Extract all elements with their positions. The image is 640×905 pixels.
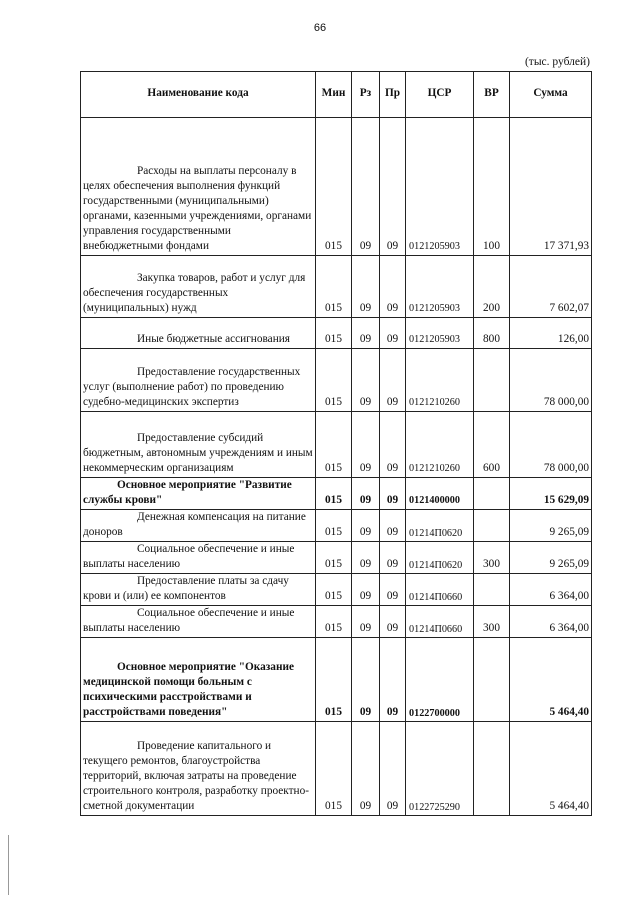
header-pr: Пр	[380, 72, 406, 118]
row-vr-cell	[474, 349, 510, 412]
row-sum-cell: 9 265,09	[510, 542, 592, 574]
row-csr-cell: 0122725290	[406, 722, 474, 816]
row-sum-cell: 5 464,40	[510, 722, 592, 816]
header-min: Мин	[316, 72, 352, 118]
row-name-cell	[81, 118, 316, 256]
row-pr-cell: 09	[380, 574, 406, 606]
row-vr-cell: 600	[474, 412, 510, 478]
row-rz-cell: 09	[352, 349, 380, 412]
row-name-cell	[81, 349, 316, 412]
row-pr-cell: 09	[380, 256, 406, 318]
row-min-cell: 015	[316, 638, 352, 722]
row-name-text: Закупка товаров, работ и услуг для обеспечения государственных (муниципальных) нужд	[83, 271, 306, 314]
table-row	[81, 510, 592, 542]
row-name-cell	[81, 478, 316, 510]
row-pr-cell: 09	[380, 318, 406, 349]
row-name-cell	[81, 412, 316, 478]
row-name-cell	[81, 542, 316, 574]
row-pr-cell: 09	[380, 606, 406, 638]
row-csr-cell: 0121210260	[406, 412, 474, 478]
row-pr-cell: 09	[380, 542, 406, 574]
units-label: (тыс. рублей)	[524, 56, 590, 68]
row-name-text: Иные бюджетные ассигнования	[137, 332, 290, 345]
header-rz: Рз	[352, 72, 380, 118]
row-csr-cell: 01214П0620	[406, 542, 474, 574]
row-name-cell	[81, 574, 316, 606]
row-rz-cell: 09	[352, 574, 380, 606]
row-csr-cell: 0121400000	[406, 478, 474, 510]
row-name-text: Проведение капитального и текущего ремонтов, благоустройства территорий, включая затраты на проведение строительного контроля, разработку проектно-сметной документации	[83, 740, 310, 813]
row-vr-cell	[474, 478, 510, 510]
row-sum-cell: 6 364,00	[510, 606, 592, 638]
row-rz-cell: 09	[352, 510, 380, 542]
row-rz-cell: 09	[352, 118, 380, 256]
row-csr-cell: 01214П0660	[406, 574, 474, 606]
row-name-cell	[81, 722, 316, 816]
row-min-cell: 015	[316, 412, 352, 478]
row-vr-cell: 300	[474, 542, 510, 574]
row-sum-cell: 5 464,40	[510, 638, 592, 722]
row-min-cell: 015	[316, 606, 352, 638]
row-min-cell: 015	[316, 118, 352, 256]
table-header-row	[81, 72, 592, 118]
row-name-text: Предоставление субсидий бюджетным, автономным учреждениям и иным некоммерческим организациям	[83, 431, 313, 474]
row-vr-cell: 100	[474, 118, 510, 256]
row-csr-cell: 0121210260	[406, 349, 474, 412]
row-sum-cell: 78 000,00	[510, 412, 592, 478]
row-pr-cell: 09	[380, 478, 406, 510]
row-rz-cell: 09	[352, 638, 380, 722]
table-body	[81, 118, 592, 816]
row-vr-cell: 200	[474, 256, 510, 318]
row-name-text: Денежная компенсация на питание доноров	[83, 511, 306, 539]
table-row	[81, 412, 592, 478]
table-row	[81, 638, 592, 722]
row-csr-cell: 01214П0620	[406, 510, 474, 542]
table-row	[81, 478, 592, 510]
table-row	[81, 722, 592, 816]
row-name-text: Социальное обеспечение и иные выплаты населению	[83, 607, 295, 635]
row-pr-cell: 09	[380, 349, 406, 412]
row-min-cell: 015	[316, 542, 352, 574]
row-name-text: Предоставление государственных услуг (выполнение работ) по проведению судебно-медицинских экспертиз	[83, 365, 301, 408]
table-row	[81, 256, 592, 318]
row-vr-cell	[474, 638, 510, 722]
table-row	[81, 349, 592, 412]
table-row	[81, 606, 592, 638]
row-name-text: Основное мероприятие "Развитие службы крови"	[83, 479, 292, 507]
row-csr-cell: 0121205903	[406, 318, 474, 349]
row-min-cell: 015	[316, 318, 352, 349]
row-sum-cell: 78 000,00	[510, 349, 592, 412]
row-rz-cell: 09	[352, 606, 380, 638]
table-row	[81, 542, 592, 574]
row-rz-cell: 09	[352, 318, 380, 349]
page-number: 66	[313, 22, 327, 34]
row-pr-cell: 09	[380, 118, 406, 256]
row-name-cell	[81, 510, 316, 542]
row-name-text: Социальное обеспечение и иные выплаты населению	[83, 543, 295, 571]
margin-mark	[8, 835, 9, 895]
row-min-cell: 015	[316, 722, 352, 816]
table-row	[81, 118, 592, 256]
table-row	[81, 574, 592, 606]
row-vr-cell	[474, 574, 510, 606]
header-name: Наименование кода	[81, 72, 316, 118]
row-sum-cell: 9 265,09	[510, 510, 592, 542]
row-sum-cell: 15 629,09	[510, 478, 592, 510]
row-pr-cell: 09	[380, 412, 406, 478]
row-rz-cell: 09	[352, 542, 380, 574]
row-vr-cell	[474, 510, 510, 542]
row-min-cell: 015	[316, 510, 352, 542]
row-sum-cell: 126,00	[510, 318, 592, 349]
row-pr-cell: 09	[380, 510, 406, 542]
row-sum-cell: 17 371,93	[510, 118, 592, 256]
row-min-cell: 015	[316, 478, 352, 510]
header-sum: Сумма	[510, 72, 592, 118]
row-vr-cell: 800	[474, 318, 510, 349]
budget-table	[80, 71, 592, 816]
row-rz-cell: 09	[352, 722, 380, 816]
header-csr: ЦСР	[406, 72, 474, 118]
row-pr-cell: 09	[380, 638, 406, 722]
row-min-cell: 015	[316, 256, 352, 318]
row-pr-cell: 09	[380, 722, 406, 816]
row-sum-cell: 7 602,07	[510, 256, 592, 318]
row-name-cell	[81, 256, 316, 318]
row-rz-cell: 09	[352, 256, 380, 318]
row-vr-cell: 300	[474, 606, 510, 638]
table-row	[81, 318, 592, 349]
row-min-cell: 015	[316, 574, 352, 606]
row-name-cell	[81, 318, 316, 349]
row-name-text: Расходы на выплаты персоналу в целях обеспечения выполнения функций государственными (муниципальными) органами, казенными учреждениями, органами управления государственными внебюджетными фондами	[83, 164, 312, 252]
row-vr-cell	[474, 722, 510, 816]
row-name-cell	[81, 638, 316, 722]
row-rz-cell: 09	[352, 412, 380, 478]
header-vr: ВР	[474, 72, 510, 118]
row-name-text: Предоставление платы за сдачу крови и (или) ее компонентов	[83, 575, 289, 603]
row-csr-cell: 0121205903	[406, 256, 474, 318]
row-csr-cell: 0122700000	[406, 638, 474, 722]
row-min-cell: 015	[316, 349, 352, 412]
row-csr-cell: 0121205903	[406, 118, 474, 256]
row-rz-cell: 09	[352, 478, 380, 510]
row-name-cell	[81, 606, 316, 638]
row-sum-cell: 6 364,00	[510, 574, 592, 606]
row-csr-cell: 01214П0660	[406, 606, 474, 638]
row-name-text: Основное мероприятие "Оказание медицинской помощи больным с психическими расстройствами и расстройствами поведения"	[83, 661, 294, 719]
